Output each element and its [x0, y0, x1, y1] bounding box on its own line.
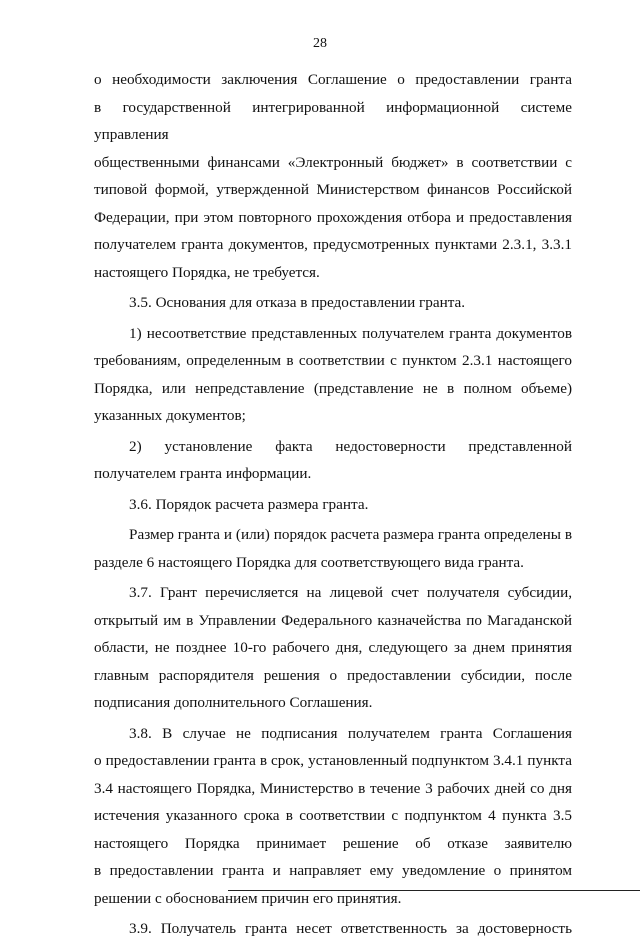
text-line: получателем гранта документов, предусмотренных пунктами 2.3.1, 3.3.1: [94, 236, 572, 253]
list-item-1: [94, 320, 572, 430]
text-line: получателем гранта информации.: [94, 465, 312, 482]
bottom-divider: [228, 890, 640, 891]
section-paragraph-3-7: [94, 579, 572, 717]
text-line: общественными финансами «Электронный бюджет» в соответствии с: [94, 153, 572, 171]
text-line: открытый им в Управлении Федерального казначейства по Магаданской: [94, 611, 572, 629]
text-line: 3.6. Порядок расчета размера гранта.: [129, 495, 369, 513]
text-line: 3.7. Грант перечисляется на лицевой счет получателя субсидии,: [129, 584, 572, 601]
paragraph-grant-size: [94, 521, 572, 576]
text-line: Порядка, или непредставление (представление не в полном объеме): [94, 379, 572, 397]
text-line: истечения указанного срока в соответствии с подпунктом 4 пункта 3.5: [94, 807, 572, 824]
text-line: о необходимости заключения Соглашение о предоставлении гранта: [94, 71, 572, 88]
text-line: 3.5. Основания для отказа в предоставлении гранта.: [129, 294, 466, 311]
page-number: 28: [313, 36, 327, 51]
text-line: Размер гранта и (или) порядок расчета размера гранта определены в: [129, 526, 572, 543]
text-line: главным распорядителя решения о предоставлении субсидии, после: [94, 666, 572, 684]
text-line: о предоставлении гранта в срок, установленный подпунктом 3.4.1 пункта: [94, 752, 572, 769]
text-line: требованиям, определенным в соответствии с пунктом 2.3.1 настоящего: [94, 352, 572, 369]
text-line: настоящего Порядка принимает решение об отказе заявителю: [94, 834, 572, 852]
text-line: в предоставлении гранта и направляет ему уведомление о принятом: [94, 862, 572, 879]
text-line: указанных документов;: [94, 407, 246, 424]
paragraph-continuation: [94, 66, 572, 286]
text-line: 3.9. Получатель гранта несет ответственность за достоверность: [129, 920, 572, 937]
list-item-2: [94, 433, 572, 488]
text-line: Федерации, при этом повторного прохождения отбора и предоставления: [94, 208, 572, 226]
text-line: 2) установление факта недостоверности представленной: [129, 437, 572, 455]
text-line: 3.8. В случае не подписания получателем гранта Соглашения: [129, 724, 572, 742]
section-heading-3-6: [94, 491, 572, 519]
body-text: [94, 66, 572, 946]
text-line: в государственной интегрированной информационной системе управления: [94, 98, 572, 143]
section-paragraph-3-8: [94, 720, 572, 913]
text-line: 3.4 настоящего Порядка, Министерство в течение 3 рабочих дней со дня: [94, 779, 572, 797]
section-paragraph-3-9: [94, 915, 572, 943]
section-heading-3-5: [94, 289, 572, 317]
text-line: 1) несоответствие представленных получателем гранта документов: [129, 324, 572, 342]
text-line: подписания дополнительного Соглашения.: [94, 694, 373, 711]
text-line: настоящего Порядка, не требуется.: [94, 263, 320, 281]
text-line: типовой формой, утвержденной Министерством финансов Российской: [94, 181, 572, 198]
text-line: решении с обоснованием причин его принятия.: [94, 889, 402, 907]
text-line: области, не позднее 10-го рабочего дня, следующего за днем принятия: [94, 639, 572, 656]
text-line: разделе 6 настоящего Порядка для соответствующего вида гранта.: [94, 553, 524, 571]
